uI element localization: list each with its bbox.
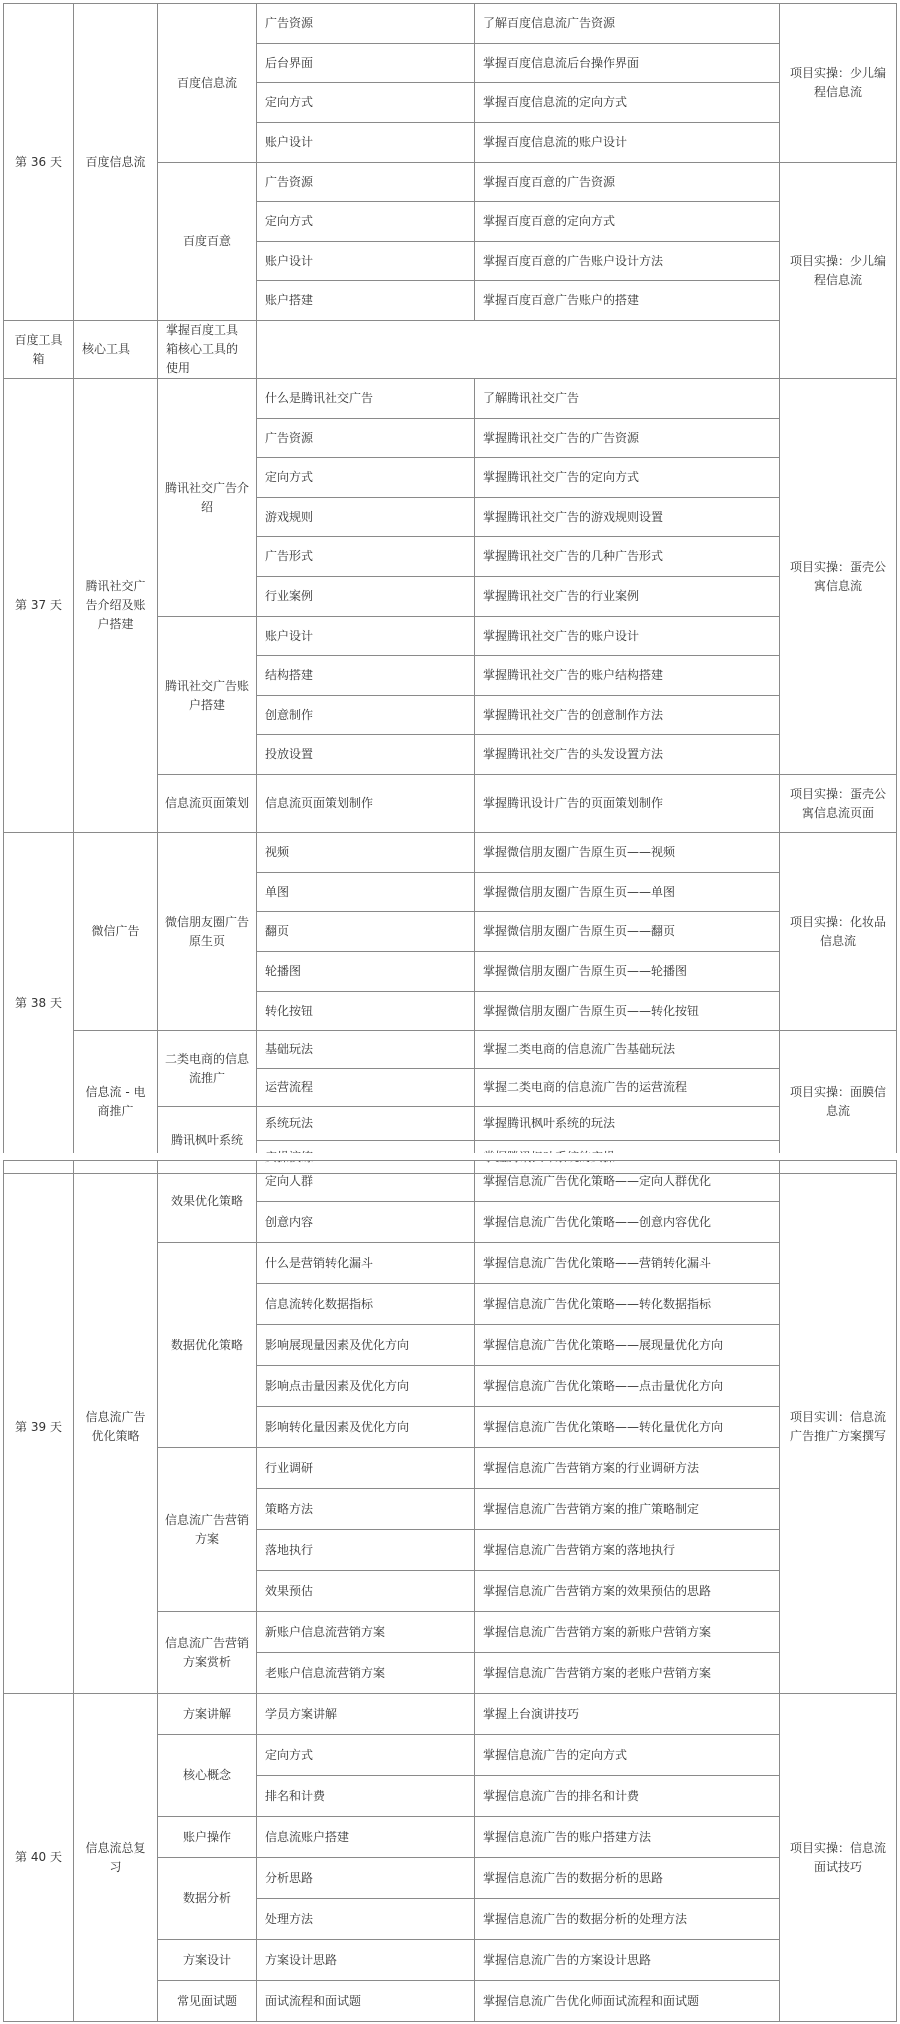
item-cell: 广告形式 <box>257 537 475 577</box>
section-cell: 腾讯社交广告介绍 <box>158 379 257 617</box>
table-row <box>4 379 897 419</box>
section-cell: 百度工具箱 <box>4 321 74 379</box>
goal-cell: 掌握信息流广告优化策略——转化量优化方向 <box>475 1407 780 1448</box>
item-cell: 影响点击量因素及优化方向 <box>257 1366 475 1407</box>
goal-cell: 掌握腾讯枫叶系统的玩法 <box>475 1107 780 1141</box>
section-cell: 核心概念 <box>158 1735 257 1817</box>
item-cell: 行业案例 <box>257 577 475 617</box>
table-row <box>4 1161 897 1202</box>
goal-cell: 掌握信息流广告优化策略——点击量优化方向 <box>475 1366 780 1407</box>
goal-cell: 掌握二类电商的信息流广告的运营流程 <box>475 1069 780 1107</box>
section-cell: 百度信息流 <box>158 4 257 163</box>
goal-cell: 掌握信息流广告优化策略——定向人群优化 <box>475 1161 780 1202</box>
item-cell: 创意内容 <box>257 1202 475 1243</box>
item-cell: 广告资源 <box>257 4 475 44</box>
item-cell: 账户搭建 <box>257 281 475 321</box>
goal-cell: 掌握微信朋友圈广告原生页——视频 <box>475 833 780 873</box>
item-cell: 信息流页面策划制作 <box>257 775 475 833</box>
goal-cell: 掌握腾讯社交广告的头发设置方法 <box>475 735 780 775</box>
item-cell: 视频 <box>257 833 475 873</box>
goal-cell: 掌握信息流广告营销方案的老账户营销方案 <box>475 1653 780 1694</box>
goal-cell: 掌握信息流广告优化策略——营销转化漏斗 <box>475 1243 780 1284</box>
goal-cell: 掌握信息流广告营销方案的落地执行 <box>475 1530 780 1571</box>
goal-cell: 掌握百度百意的广告资源 <box>475 163 780 202</box>
goal-cell: 掌握信息流广告的数据分析的思路 <box>475 1858 780 1899</box>
item-cell: 后台界面 <box>257 44 475 83</box>
project-cell: 项目实操：蛋壳公寓信息流 <box>780 379 897 775</box>
item-cell: 策略方法 <box>257 1489 475 1530</box>
goal-cell: 掌握百度信息流的定向方式 <box>475 83 780 123</box>
table-row <box>4 1031 897 1069</box>
item-cell: 账户设计 <box>257 242 475 281</box>
day-cell: 第 38 天 <box>4 833 74 1174</box>
topic-cell: 微信广告 <box>74 833 158 1031</box>
project-cell: 项目实操：信息流面试技巧 <box>780 1694 897 2022</box>
section-cell: 账户操作 <box>158 1817 257 1858</box>
item-cell: 基础玩法 <box>257 1031 475 1069</box>
project-cell: 项目实操：少儿编程信息流 <box>780 4 897 163</box>
table-gap <box>0 1153 900 1160</box>
section-cell: 方案讲解 <box>158 1694 257 1735</box>
item-cell: 投放设置 <box>257 735 475 775</box>
goal-cell: 掌握信息流广告营销方案的新账户营销方案 <box>475 1612 780 1653</box>
project-cell: 项目实操：面膜信息流 <box>780 1031 897 1174</box>
goal-cell: 掌握百度信息流的账户设计 <box>475 123 780 163</box>
goal-cell: 掌握百度百意的定向方式 <box>475 202 780 242</box>
item-cell: 账户设计 <box>257 123 475 163</box>
topic-cell: 信息流广告优化策略 <box>74 1161 158 1694</box>
item-cell: 创意制作 <box>257 696 475 735</box>
project-cell: 项目实操：少儿编程信息流 <box>780 163 897 379</box>
goal-cell: 掌握微信朋友圈广告原生页——单图 <box>475 873 780 912</box>
item-cell: 行业调研 <box>257 1448 475 1489</box>
item-cell: 方案设计思路 <box>257 1940 475 1981</box>
item-cell: 轮播图 <box>257 952 475 992</box>
curriculum-table-part-1 <box>3 3 897 1174</box>
section-cell: 数据优化策略 <box>158 1243 257 1448</box>
item-cell: 系统玩法 <box>257 1107 475 1141</box>
goal-cell: 掌握腾讯社交广告的账户结构搭建 <box>475 656 780 696</box>
goal-cell: 掌握信息流广告优化策略——展现量优化方向 <box>475 1325 780 1366</box>
topic-cell: 百度信息流 <box>74 4 158 321</box>
goal-cell: 了解百度信息流广告资源 <box>475 4 780 44</box>
goal-cell: 掌握腾讯社交广告的几种广告形式 <box>475 537 780 577</box>
item-cell: 影响展现量因素及优化方向 <box>257 1325 475 1366</box>
item-cell: 老账户信息流营销方案 <box>257 1653 475 1694</box>
item-cell: 定向方式 <box>257 83 475 123</box>
item-cell: 游戏规则 <box>257 498 475 537</box>
day-cell: 第 37 天 <box>4 379 74 833</box>
goal-cell: 掌握信息流广告营销方案的行业调研方法 <box>475 1448 780 1489</box>
section-cell: 数据分析 <box>158 1858 257 1940</box>
goal-cell: 掌握信息流广告优化策略——转化数据指标 <box>475 1284 780 1325</box>
goal-cell: 掌握二类电商的信息流广告基础玩法 <box>475 1031 780 1069</box>
goal-cell: 掌握信息流广告营销方案的推广策略制定 <box>475 1489 780 1530</box>
item-cell: 面试流程和面试题 <box>257 1981 475 2022</box>
item-cell: 效果预估 <box>257 1571 475 1612</box>
goal-cell: 掌握信息流广告的账户搭建方法 <box>475 1817 780 1858</box>
item-cell: 定向方式 <box>257 202 475 242</box>
section-cell: 方案设计 <box>158 1940 257 1981</box>
goal-cell: 掌握信息流广告优化策略——创意内容优化 <box>475 1202 780 1243</box>
goal-cell: 掌握信息流广告的数据分析的处理方法 <box>475 1899 780 1940</box>
goal-cell: 掌握信息流广告营销方案的效果预估的思路 <box>475 1571 780 1612</box>
project-cell: 项目实操：化妆品信息流 <box>780 833 897 1031</box>
table-row <box>4 4 897 44</box>
item-cell: 信息流账户搭建 <box>257 1817 475 1858</box>
goal-cell: 掌握腾讯社交广告的行业案例 <box>475 577 780 617</box>
goal-cell: 掌握腾讯设计广告的页面策划制作 <box>475 775 780 833</box>
goal-cell: 掌握微信朋友圈广告原生页——翻页 <box>475 912 780 952</box>
item-cell: 结构搭建 <box>257 656 475 696</box>
section-cell: 效果优化策略 <box>158 1161 257 1243</box>
goal-cell: 掌握腾讯社交广告的广告资源 <box>475 419 780 458</box>
item-cell: 信息流转化数据指标 <box>257 1284 475 1325</box>
item-cell: 落地执行 <box>257 1530 475 1571</box>
item-cell: 影响转化量因素及优化方向 <box>257 1407 475 1448</box>
goal-cell: 掌握百度百意广告账户的搭建 <box>475 281 780 321</box>
item-cell: 单图 <box>257 873 475 912</box>
item-cell: 学员方案讲解 <box>257 1694 475 1735</box>
goal-cell: 掌握信息流广告优化师面试流程和面试题 <box>475 1981 780 2022</box>
item-cell: 新账户信息流营销方案 <box>257 1612 475 1653</box>
goal-cell: 掌握信息流广告的排名和计费 <box>475 1776 780 1817</box>
goal-cell: 掌握腾讯社交广告的定向方式 <box>475 458 780 498</box>
goal-cell: 了解腾讯社交广告 <box>475 379 780 419</box>
goal-cell: 掌握微信朋友圈广告原生页——轮播图 <box>475 952 780 992</box>
item-cell: 什么是营销转化漏斗 <box>257 1243 475 1284</box>
goal-cell: 掌握微信朋友圈广告原生页——转化按钮 <box>475 992 780 1031</box>
goal-cell: 掌握百度百意的广告账户设计方法 <box>475 242 780 281</box>
goal-cell: 掌握信息流广告的定向方式 <box>475 1735 780 1776</box>
topic-cell: 信息流 - 电商推广 <box>74 1031 158 1174</box>
goal-cell: 掌握腾讯社交广告的账户设计 <box>475 617 780 656</box>
goal-cell: 掌握腾讯社交广告的游戏规则设置 <box>475 498 780 537</box>
item-cell: 运营流程 <box>257 1069 475 1107</box>
goal-cell: 掌握信息流广告的方案设计思路 <box>475 1940 780 1981</box>
item-cell: 处理方法 <box>257 1899 475 1940</box>
day-cell: 第 39 天 <box>4 1161 74 1694</box>
item-cell: 账户设计 <box>257 617 475 656</box>
section-cell: 信息流广告营销方案 <box>158 1448 257 1612</box>
topic-cell: 腾讯社交广告介绍及账户搭建 <box>74 379 158 833</box>
project-cell: 项目实操：蛋壳公寓信息流页面 <box>780 775 897 833</box>
section-cell: 微信朋友圈广告原生页 <box>158 833 257 1031</box>
item-cell: 转化按钮 <box>257 992 475 1031</box>
item-cell: 核心工具 <box>74 321 158 379</box>
item-cell: 定向人群 <box>257 1161 475 1202</box>
item-cell: 排名和计费 <box>257 1776 475 1817</box>
table-row <box>4 1694 897 1735</box>
curriculum-table-part-2 <box>3 1160 897 2022</box>
section-cell: 常见面试题 <box>158 1981 257 2022</box>
section-cell: 百度百意 <box>158 163 257 321</box>
section-cell: 信息流广告营销方案赏析 <box>158 1612 257 1694</box>
section-cell: 信息流页面策划 <box>158 775 257 833</box>
item-cell: 定向方式 <box>257 1735 475 1776</box>
item-cell: 什么是腾讯社交广告 <box>257 379 475 419</box>
item-cell: 翻页 <box>257 912 475 952</box>
table-row <box>4 321 897 379</box>
goal-cell: 掌握上台演讲技巧 <box>475 1694 780 1735</box>
section-cell: 腾讯枫叶系统 <box>158 1107 257 1174</box>
goal-cell: 掌握腾讯社交广告的创意制作方法 <box>475 696 780 735</box>
section-cell: 腾讯社交广告账户搭建 <box>158 617 257 775</box>
item-cell: 广告资源 <box>257 419 475 458</box>
project-cell: 项目实训：信息流广告推广方案撰写 <box>780 1161 897 1694</box>
day-cell: 第 40 天 <box>4 1694 74 2022</box>
goal-cell: 掌握百度信息流后台操作界面 <box>475 44 780 83</box>
item-cell: 分析思路 <box>257 1858 475 1899</box>
table-row <box>4 833 897 873</box>
topic-cell: 信息流总复习 <box>74 1694 158 2022</box>
goal-cell: 掌握百度工具箱核心工具的使用 <box>158 321 257 379</box>
section-cell: 二类电商的信息流推广 <box>158 1031 257 1107</box>
item-cell: 定向方式 <box>257 458 475 498</box>
item-cell: 广告资源 <box>257 163 475 202</box>
day-cell: 第 36 天 <box>4 4 74 321</box>
